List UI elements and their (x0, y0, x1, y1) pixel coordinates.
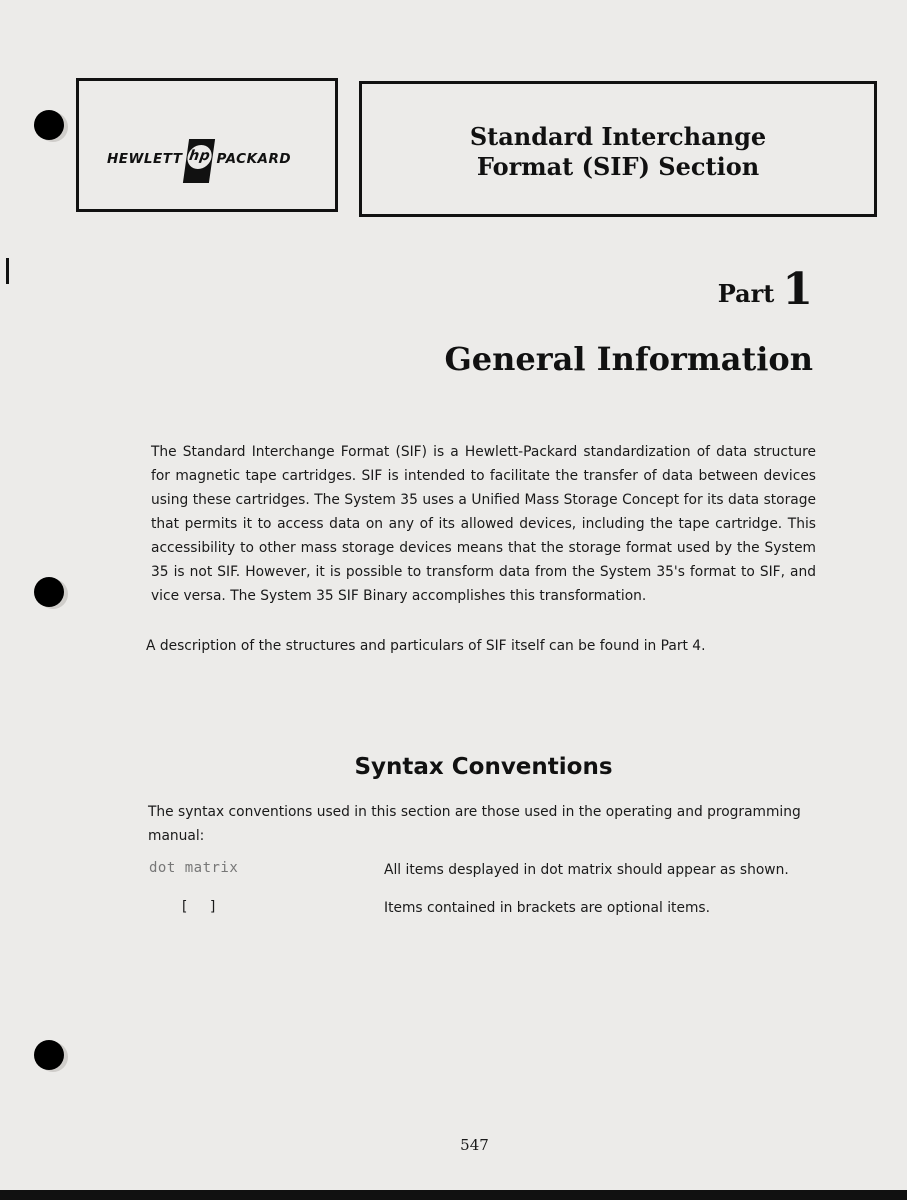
section-title (362, 122, 874, 182)
convention-term-dot-matrix: dot matrix (149, 860, 239, 876)
convention-description-brackets: Items contained in brackets are optional items. (384, 900, 710, 916)
page-number: 547 (460, 1136, 489, 1154)
hp-logo-icon (183, 139, 215, 183)
edge-mark (6, 258, 9, 284)
punch-hole-top (34, 110, 64, 140)
punch-hole-middle (34, 577, 64, 607)
section-title-box (359, 81, 877, 217)
syntax-conventions-heading: Syntax Conventions (354, 754, 613, 780)
hewlett-packard-logo (107, 137, 291, 181)
convention-description-dot-matrix: All items desplayed in dot matrix should appear as shown. (384, 862, 789, 878)
section-title-line2: Format (SIF) Section (476, 152, 760, 181)
part-number: 1 (782, 264, 813, 315)
logo-right-text: PACKARD (216, 151, 292, 167)
convention-term-brackets: [ ] (180, 899, 224, 915)
intro-paragraph: The Standard Interchange Format (SIF) is a Hewlett-Packard standardization of data structure for magnetic tape cartridges. SIF is intended to facilitate the transfer of data between devices using these cartridges. The System 35 uses a Unified Mass Storage Concept for its data storage that permits it to access data on any of its allowed devices, including the tape cartridge. This accessibility to other mass storage devices means that the storage format used by the System 35 is not SIF. However, it is possible to transform data from the System 35's format to SIF, and vice versa. The System 35 SIF Binary accomplishes this transformation. (151, 444, 816, 604)
part-label (718, 262, 813, 313)
part-word: Part (717, 279, 775, 308)
section-title-line1: Standard Interchange (469, 122, 767, 151)
punch-hole-bottom (34, 1040, 64, 1070)
hp-logo-mark-text: hp (186, 145, 213, 169)
chapter-title: General Information (444, 340, 813, 378)
logo-left-text: HEWLETT (107, 151, 183, 167)
syntax-intro-paragraph: The syntax conventions used in this section are those used in the operating and programming manual: (148, 804, 801, 844)
logo-box (76, 78, 338, 212)
description-paragraph: A description of the structures and particulars of SIF itself can be found in Part 4. (146, 638, 706, 654)
scan-bottom-edge (0, 1190, 907, 1200)
